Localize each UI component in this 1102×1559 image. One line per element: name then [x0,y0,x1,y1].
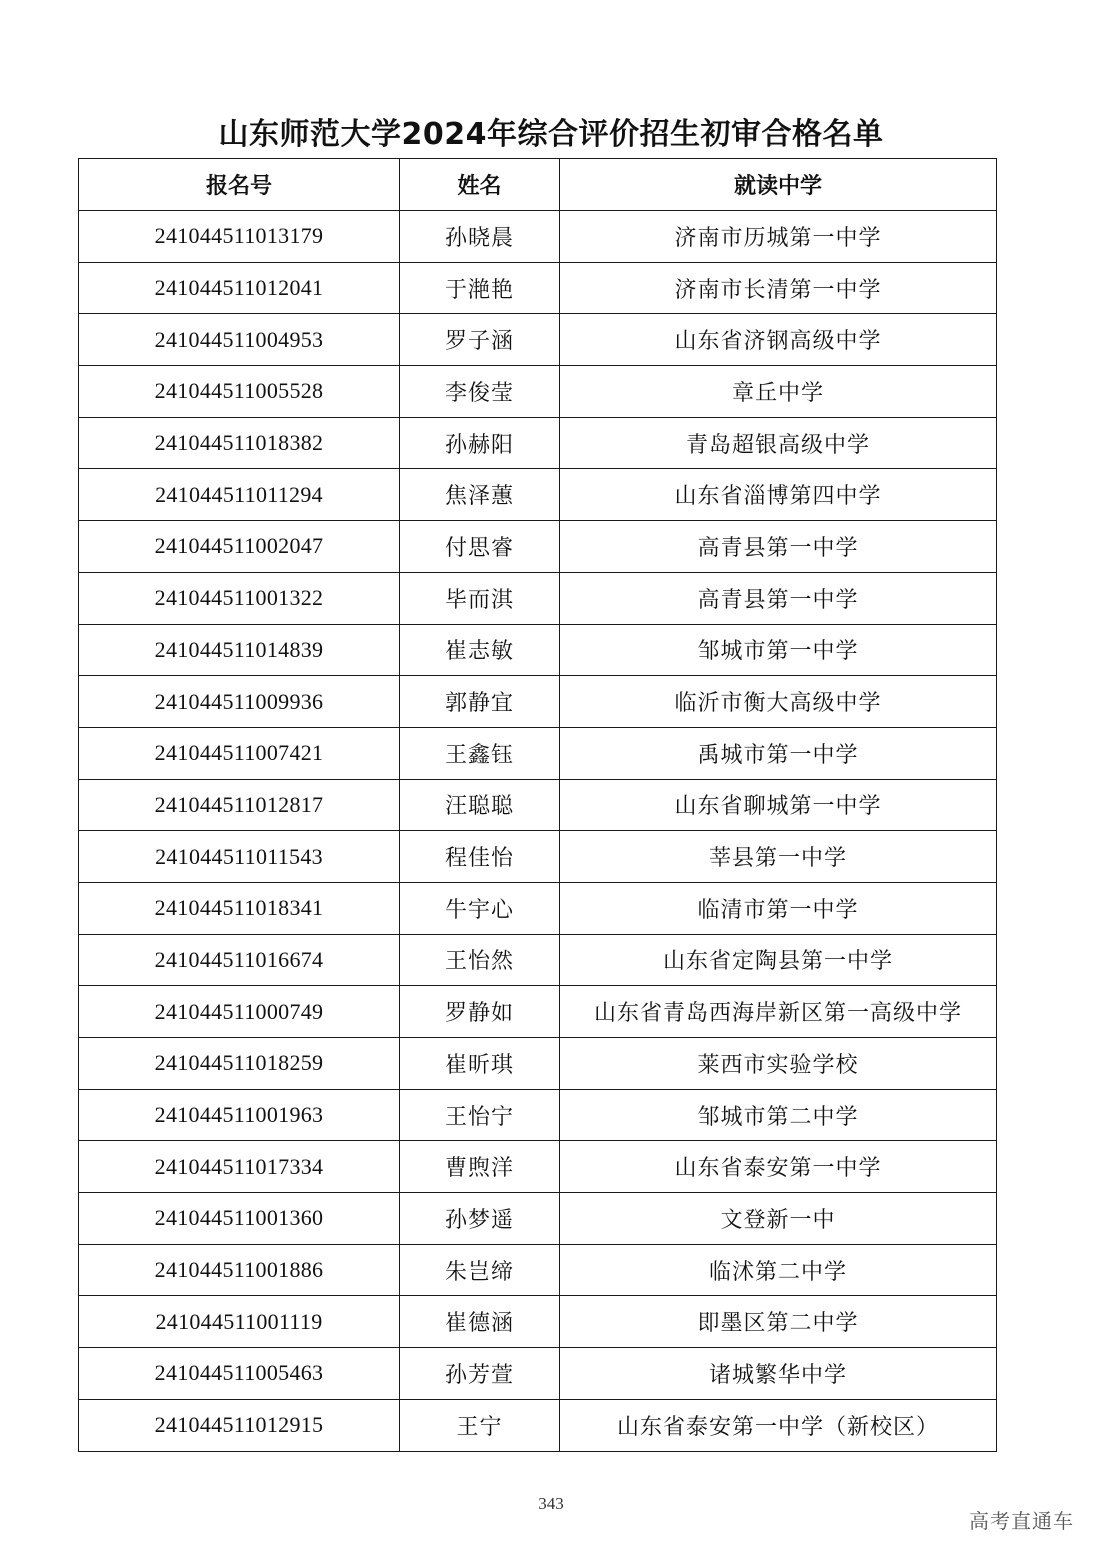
table-row [79,1038,997,1090]
student-name-cell: 汪聪聪 [400,779,560,831]
student-name-cell: 崔昕琪 [400,1038,560,1090]
student-name-cell: 于滟艳 [400,262,560,314]
school-name-cell: 禹城市第一中学 [560,727,997,779]
student-name-cell: 焦泽蕙 [400,469,560,521]
table-row [79,521,997,573]
table-row [79,417,997,469]
student-name-cell: 郭静宜 [400,676,560,728]
table-row [79,779,997,831]
table-row [79,934,997,986]
registration-number-cell: 241044511007421 [79,727,400,779]
school-name-cell: 山东省定陶县第一中学 [560,934,997,986]
student-name-cell: 崔志敏 [400,624,560,676]
admission-list-table [78,158,997,1452]
school-name-cell: 山东省聊城第一中学 [560,779,997,831]
column-header-registration-number: 报名号 [79,159,400,211]
column-header-school: 就读中学 [560,159,997,211]
table-row [79,262,997,314]
registration-number-cell: 241044511012817 [79,779,400,831]
registration-number-cell: 241044511016674 [79,934,400,986]
registration-number-cell: 241044511013179 [79,211,400,263]
table-row [79,1089,997,1141]
school-name-cell: 山东省济钢高级中学 [560,314,997,366]
student-name-cell: 王怡宁 [400,1089,560,1141]
table-row [79,882,997,934]
school-name-cell: 临清市第一中学 [560,882,997,934]
registration-number-cell: 241044511002047 [79,521,400,573]
registration-number-cell: 241044511004953 [79,314,400,366]
table-row [79,1296,997,1348]
student-name-cell: 孙晓晨 [400,211,560,263]
school-name-cell: 山东省淄博第四中学 [560,469,997,521]
school-name-cell: 青岛超银高级中学 [560,417,997,469]
table-row [79,676,997,728]
page-title: 山东师范大学2024年综合评价招生初审合格名单 [218,117,884,152]
table-row [79,1141,997,1193]
table-row [79,314,997,366]
school-name-cell: 邹城市第一中学 [560,624,997,676]
registration-number-cell: 241044511005528 [79,366,400,418]
registration-number-cell: 241044511014839 [79,624,400,676]
school-name-cell: 莱西市实验学校 [560,1038,997,1090]
table-row [79,727,997,779]
school-name-cell: 诸城繁华中学 [560,1348,997,1400]
student-name-cell: 朱岂缔 [400,1244,560,1296]
table-header-row [79,159,997,211]
registration-number-cell: 241044511018259 [79,1038,400,1090]
registration-number-cell: 241044511001119 [79,1296,400,1348]
school-name-cell: 山东省泰安第一中学 [560,1141,997,1193]
student-name-cell: 罗子涵 [400,314,560,366]
student-name-cell: 牛宇心 [400,882,560,934]
registration-number-cell: 241044511018341 [79,882,400,934]
registration-number-cell: 241044511011294 [79,469,400,521]
registration-number-cell: 241044511017334 [79,1141,400,1193]
table-row [79,1399,997,1451]
school-name-cell: 莘县第一中学 [560,831,997,883]
school-name-cell: 章丘中学 [560,366,997,418]
registration-number-cell: 241044511001963 [79,1089,400,1141]
registration-number-cell: 241044511012915 [79,1399,400,1451]
school-name-cell: 即墨区第二中学 [560,1296,997,1348]
student-name-cell: 王怡然 [400,934,560,986]
table-row [79,624,997,676]
school-name-cell: 济南市长清第一中学 [560,262,997,314]
school-name-cell: 高青县第一中学 [560,521,997,573]
registration-number-cell: 241044511000749 [79,986,400,1038]
student-name-cell: 罗静如 [400,986,560,1038]
registration-number-cell: 241044511001886 [79,1244,400,1296]
school-name-cell: 高青县第一中学 [560,572,997,624]
school-name-cell: 邹城市第二中学 [560,1089,997,1141]
registration-number-cell: 241044511011543 [79,831,400,883]
student-name-cell: 孙芳萱 [400,1348,560,1400]
table-row [79,572,997,624]
school-name-cell: 临沂市衡大高级中学 [560,676,997,728]
student-name-cell: 王鑫钰 [400,727,560,779]
school-name-cell: 临沭第二中学 [560,1244,997,1296]
registration-number-cell: 241044511005463 [79,1348,400,1400]
table-row [79,1193,997,1245]
table-row [79,211,997,263]
watermark-text: 高考直通车 [969,1509,1074,1533]
student-name-cell: 孙赫阳 [400,417,560,469]
student-name-cell: 李俊莹 [400,366,560,418]
registration-number-cell: 241044511001322 [79,572,400,624]
student-name-cell: 崔德涵 [400,1296,560,1348]
table-row [79,1348,997,1400]
student-name-cell: 王宁 [400,1399,560,1451]
student-name-cell: 毕而淇 [400,572,560,624]
student-name-cell: 孙梦遥 [400,1193,560,1245]
registration-number-cell: 241044511001360 [79,1193,400,1245]
student-name-cell: 曹煦洋 [400,1141,560,1193]
table-row [79,986,997,1038]
school-name-cell: 山东省泰安第一中学（新校区） [560,1399,997,1451]
table-row [79,469,997,521]
registration-number-cell: 241044511009936 [79,676,400,728]
column-header-name: 姓名 [400,159,560,211]
student-name-cell: 程佳怡 [400,831,560,883]
student-name-cell: 付思睿 [400,521,560,573]
table-row [79,1244,997,1296]
school-name-cell: 山东省青岛西海岸新区第一高级中学 [560,986,997,1038]
school-name-cell: 济南市历城第一中学 [560,211,997,263]
page-number: 343 [538,1494,564,1513]
school-name-cell: 文登新一中 [560,1193,997,1245]
table-row [79,366,997,418]
registration-number-cell: 241044511018382 [79,417,400,469]
registration-number-cell: 241044511012041 [79,262,400,314]
table-row [79,831,997,883]
table-body [79,211,997,1452]
